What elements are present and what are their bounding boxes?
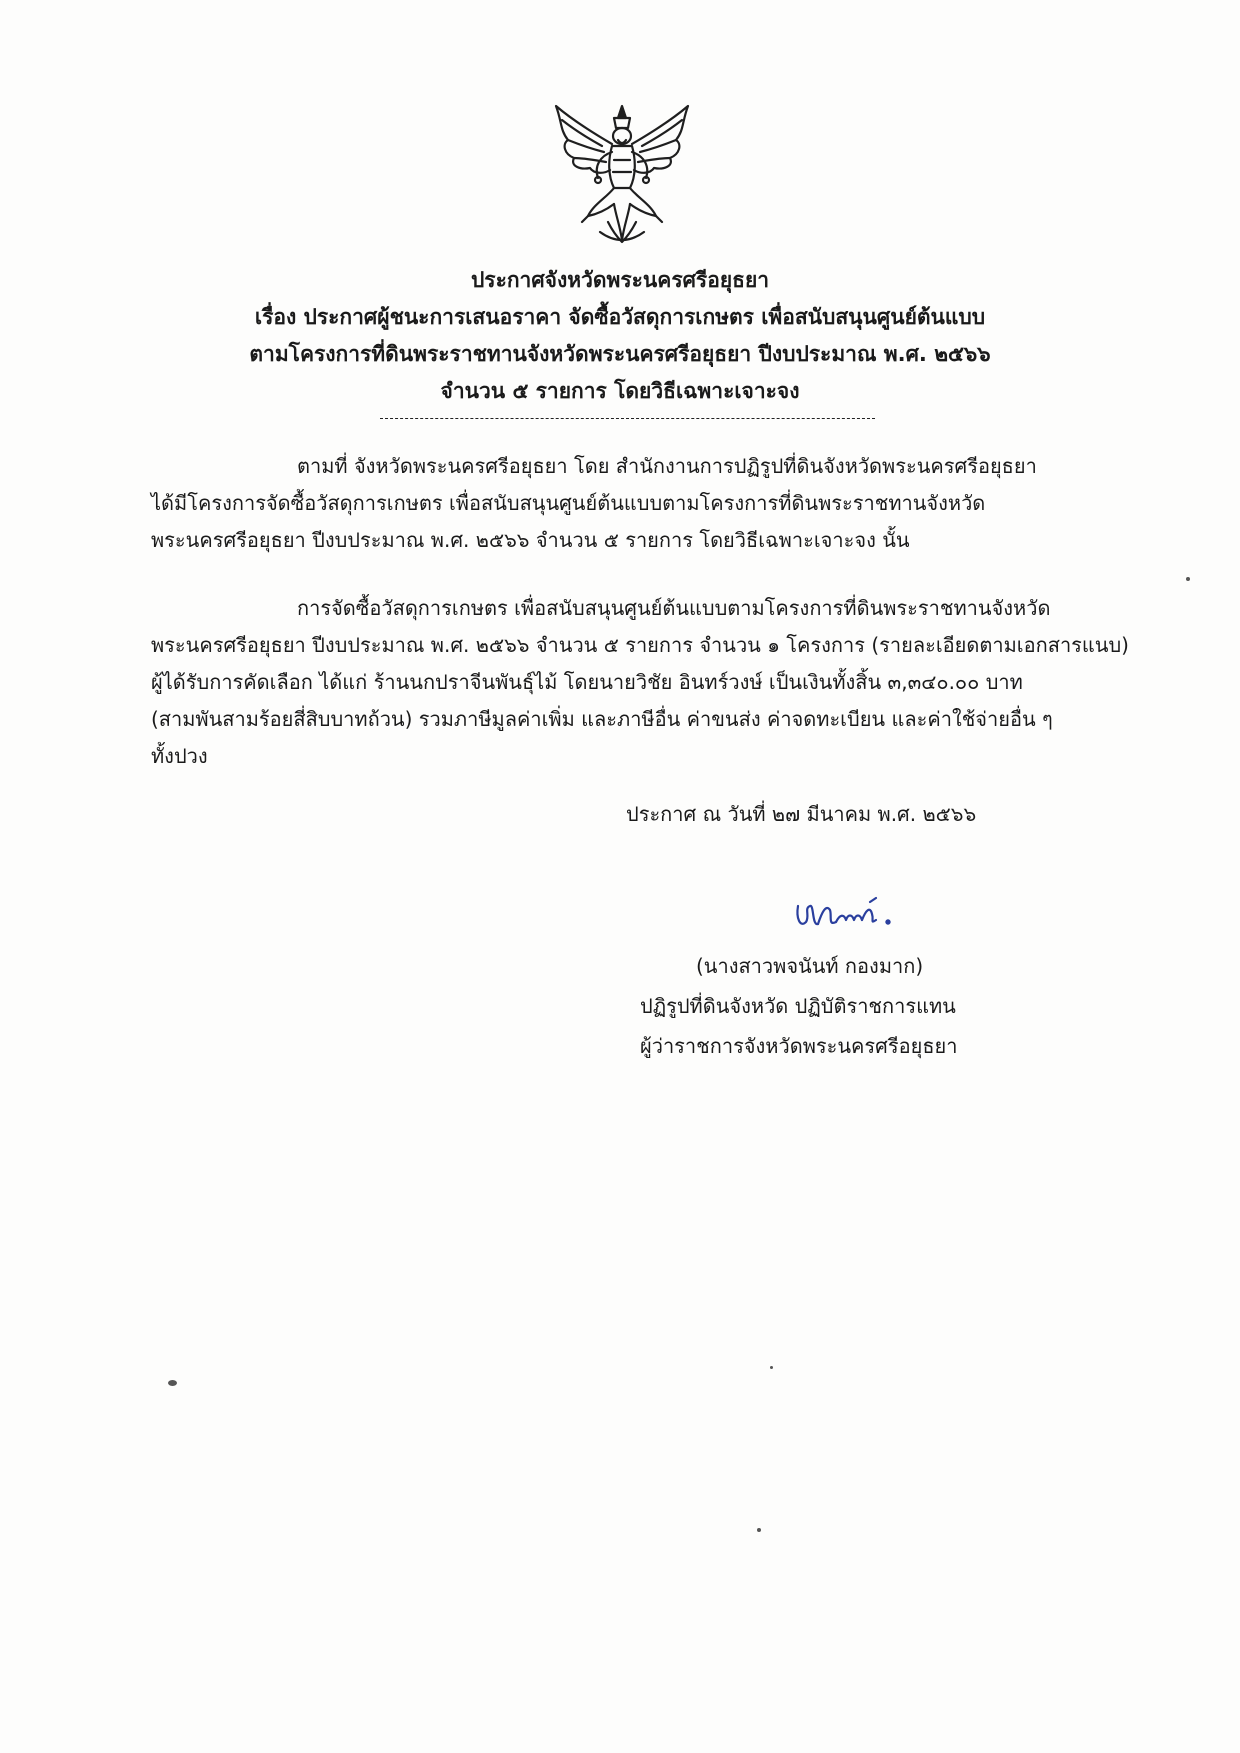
paragraph-2-line-3: ผู้ได้รับการคัดเลือก ได้แก่ ร้านนกปราจีนพันธุ์ไม้ โดยนายวิชัย อินทร์วงษ์ เป็นเงินทั้งสิ้น ๓,๓๔๐.๐๐ บาท — [151, 670, 1023, 694]
scan-speck — [757, 1528, 761, 1532]
title-line-1: ประกาศจังหวัดพระนครศรีอยุธยา — [470, 268, 770, 292]
signer-name: (นางสาวพจนันท์ กองมาก) — [696, 954, 924, 978]
signer-block — [640, 946, 1000, 1066]
signer-position-1: ปฏิรูปที่ดินจังหวัด ปฏิบัติราชการแทน — [640, 994, 956, 1018]
signer-position-2: ผู้ว่าราชการจังหวัดพระนครศรีอยุธยา — [640, 1034, 958, 1058]
scan-speck — [168, 1380, 177, 1386]
paragraph-2-line-5: ทั้งปวง — [151, 744, 208, 768]
body-paragraph-1 — [151, 448, 1126, 559]
paragraph-1-line-2: ได้มีโครงการจัดซื้อวัสดุการเกษตร เพื่อสนับสนุนศูนย์ต้นแบบตามโครงการที่ดินพระราชทานจังหวัด — [151, 491, 986, 515]
announcement-title — [0, 262, 1240, 410]
scan-speck — [770, 1366, 773, 1369]
paragraph-2-line-1: การจัดซื้อวัสดุการเกษตร เพื่อสนับสนุนศูนย์ต้นแบบตามโครงการที่ดินพระราชทานจังหวัด — [297, 596, 1051, 620]
body-paragraph-2 — [151, 590, 1129, 775]
paragraph-1-line-3: พระนครศรีอยุธยา ปีงบประมาณ พ.ศ. ๒๕๖๖ จำนวน ๕ รายการ โดยวิธีเฉพาะเจาะจง นั้น — [151, 528, 910, 552]
title-line-4: จำนวน ๕ รายการ โดยวิธีเฉพาะเจาะจง — [440, 379, 800, 403]
scan-speck — [1186, 577, 1190, 581]
title-divider — [380, 418, 875, 419]
title-line-3: ตามโครงการที่ดินพระราชทานจังหวัดพระนครศรีอยุธยา ปีงบประมาณ พ.ศ. ๒๕๖๖ — [249, 342, 991, 366]
handwritten-signature-icon — [790, 892, 900, 940]
paragraph-2-line-2: พระนครศรีอยุธยา ปีงบประมาณ พ.ศ. ๒๕๖๖ จำนวน ๕ รายการ จำนวน ๑ โครงการ (รายละเอียดตามเอกสารแนบ) — [151, 633, 1129, 657]
garuda-emblem-icon — [548, 100, 696, 250]
title-line-2: เรื่อง ประกาศผู้ชนะการเสนอราคา จัดซื้อวัสดุการเกษตร เพื่อสนับสนุนศูนย์ต้นแบบ — [254, 305, 986, 329]
paragraph-1-line-1: ตามที่ จังหวัดพระนครศรีอยุธยา โดย สำนักงานการปฏิรูปที่ดินจังหวัดพระนครศรีอยุธยา — [297, 454, 1037, 478]
announcement-date: ประกาศ ณ วันที่ ๒๗ มีนาคม พ.ศ. ๒๕๖๖ — [626, 802, 977, 826]
paragraph-2-line-4: (สามพันสามร้อยสี่สิบบาทถ้วน) รวมภาษีมูลค่าเพิ่ม และภาษีอื่น ค่าขนส่ง ค่าจดทะเบียน และค่าใช้จ่ายอื่น ๆ — [151, 707, 1053, 731]
